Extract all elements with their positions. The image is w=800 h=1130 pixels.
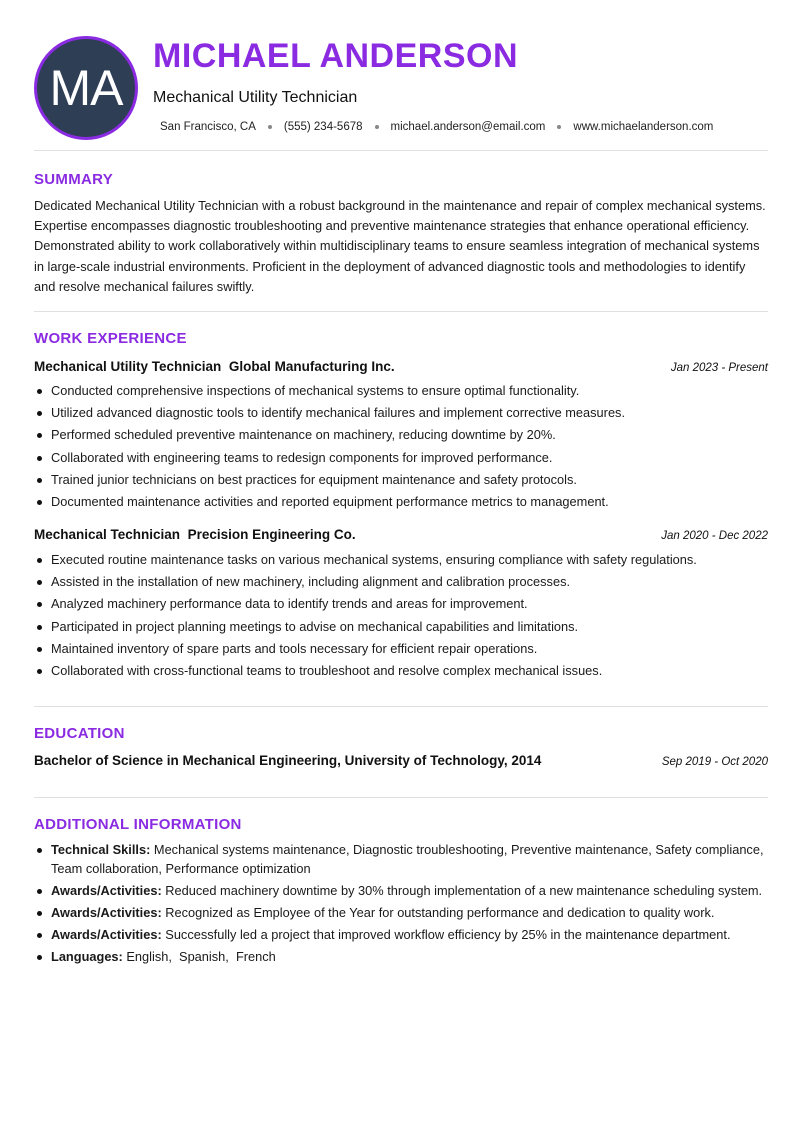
candidate-title: Mechanical Utility Technician xyxy=(153,89,358,106)
job-title: Mechanical Utility Technician xyxy=(34,359,222,374)
job-header xyxy=(34,359,768,374)
avatar xyxy=(34,36,138,140)
info-key: Awards/Activities: xyxy=(51,882,162,898)
list-item: Trained junior technicians on best practices for equipment maintenance and safety protocols. xyxy=(34,469,774,491)
list-item: Collaborated with cross-functional teams to troubleshoot and resolve complex mechanical issues. xyxy=(34,660,774,682)
list-item xyxy=(34,841,774,878)
work-experience-heading: WORK EXPERIENCE xyxy=(34,330,187,347)
info-value: Mechanical systems maintenance, Diagnostic troubleshooting, Preventive maintenance, Safety compliance, Team collaboration, Performance optimization xyxy=(51,842,764,876)
additional-info-heading: ADDITIONAL INFORMATION xyxy=(34,816,242,833)
list-item: Maintained inventory of spare parts and tools necessary for efficient repair operations. xyxy=(34,638,774,660)
job-company: Global Manufacturing Inc. xyxy=(228,359,395,374)
job-dates: Jan 2023 - Present xyxy=(670,362,768,374)
list-item: Performed scheduled preventive maintenance on machinery, reducing downtime by 20%. xyxy=(34,424,774,446)
job-dates: Jan 2020 - Dec 2022 xyxy=(661,530,768,542)
job-title: Mechanical Technician xyxy=(34,527,181,542)
info-value: Successfully led a project that improved workflow efficiency by 25% in the maintenance department. xyxy=(165,926,731,942)
list-item: Assisted in the installation of new machinery, including alignment and calibration processes. xyxy=(34,571,774,593)
additional-info-list xyxy=(34,841,774,970)
contact-line xyxy=(160,121,713,133)
job-bullets xyxy=(34,549,774,682)
candidate-name: MICHAEL ANDERSON xyxy=(153,37,519,75)
education-entry xyxy=(34,753,768,768)
divider xyxy=(34,706,768,707)
list-item xyxy=(34,948,774,967)
separator-dot-icon xyxy=(375,125,379,129)
job-bullets xyxy=(34,380,774,513)
avatar-initials: MA xyxy=(49,60,123,116)
education-dates: Sep 2019 - Oct 2020 xyxy=(661,756,768,768)
list-item: Collaborated with engineering teams to redesign components for improved performance. xyxy=(34,447,774,469)
info-value: Reduced machinery downtime by 30% through implementation of a new maintenance scheduling system. xyxy=(165,882,763,898)
info-key: Awards/Activities: xyxy=(51,926,162,942)
job-company: Precision Engineering Co. xyxy=(187,527,356,542)
education-heading: EDUCATION xyxy=(34,725,125,742)
info-value: English, Spanish, French xyxy=(126,949,276,964)
list-item: Conducted comprehensive inspections of mechanical systems to ensure optimal functionality. xyxy=(34,380,774,402)
list-item xyxy=(34,926,774,945)
list-item: Documented maintenance activities and reported equipment performance metrics to management. xyxy=(34,491,774,513)
info-key: Technical Skills: xyxy=(51,842,151,857)
summary-text: Dedicated Mechanical Utility Technician with a robust background in the maintenance and repair of complex mechanical systems. Expertise encompasses diagnostic troubleshooting and preventive maintenance strategies that enhance operational efficiency. Demonstrated ability to work collaboratively within multidisciplinary teams to ensure seamless integration of mechanical systems in large-scale industrial environments. Proficient in the deployment of advanced diagnostic tools and methodologies to identify and resolve mechanical failures swiftly. xyxy=(34,198,766,294)
job-header xyxy=(34,527,768,542)
contact-location: San Francisco, CA xyxy=(160,121,256,133)
summary-heading: SUMMARY xyxy=(34,171,114,188)
list-item: Utilized advanced diagnostic tools to identify mechanical failures and implement corrective measures. xyxy=(34,402,774,424)
info-key: Awards/Activities: xyxy=(51,904,162,920)
job-role xyxy=(34,359,395,374)
list-item: Participated in project planning meetings to advise on mechanical capabilities and limitations. xyxy=(34,616,774,638)
divider xyxy=(34,797,768,798)
list-item xyxy=(34,882,774,901)
divider xyxy=(34,311,768,312)
info-value: Recognized as Employee of the Year for outstanding performance and dedication to quality work. xyxy=(165,904,715,920)
separator-dot-icon xyxy=(268,125,272,129)
divider xyxy=(34,150,768,151)
contact-phone: (555) 234-5678 xyxy=(283,121,363,133)
list-item: Analyzed machinery performance data to identify trends and areas for improvement. xyxy=(34,593,774,615)
education-degree: Bachelor of Science in Mechanical Engineering, University of Technology, 2014 xyxy=(34,753,542,768)
list-item: Executed routine maintenance tasks on various mechanical systems, ensuring compliance with safety regulations. xyxy=(34,549,774,571)
contact-email[interactable]: michael.anderson@email.com xyxy=(390,121,546,133)
separator-dot-icon xyxy=(557,125,561,129)
job-role xyxy=(34,527,356,542)
list-item xyxy=(34,904,774,923)
contact-website[interactable]: www.michaelanderson.com xyxy=(573,121,714,133)
info-key: Languages: xyxy=(51,949,123,964)
